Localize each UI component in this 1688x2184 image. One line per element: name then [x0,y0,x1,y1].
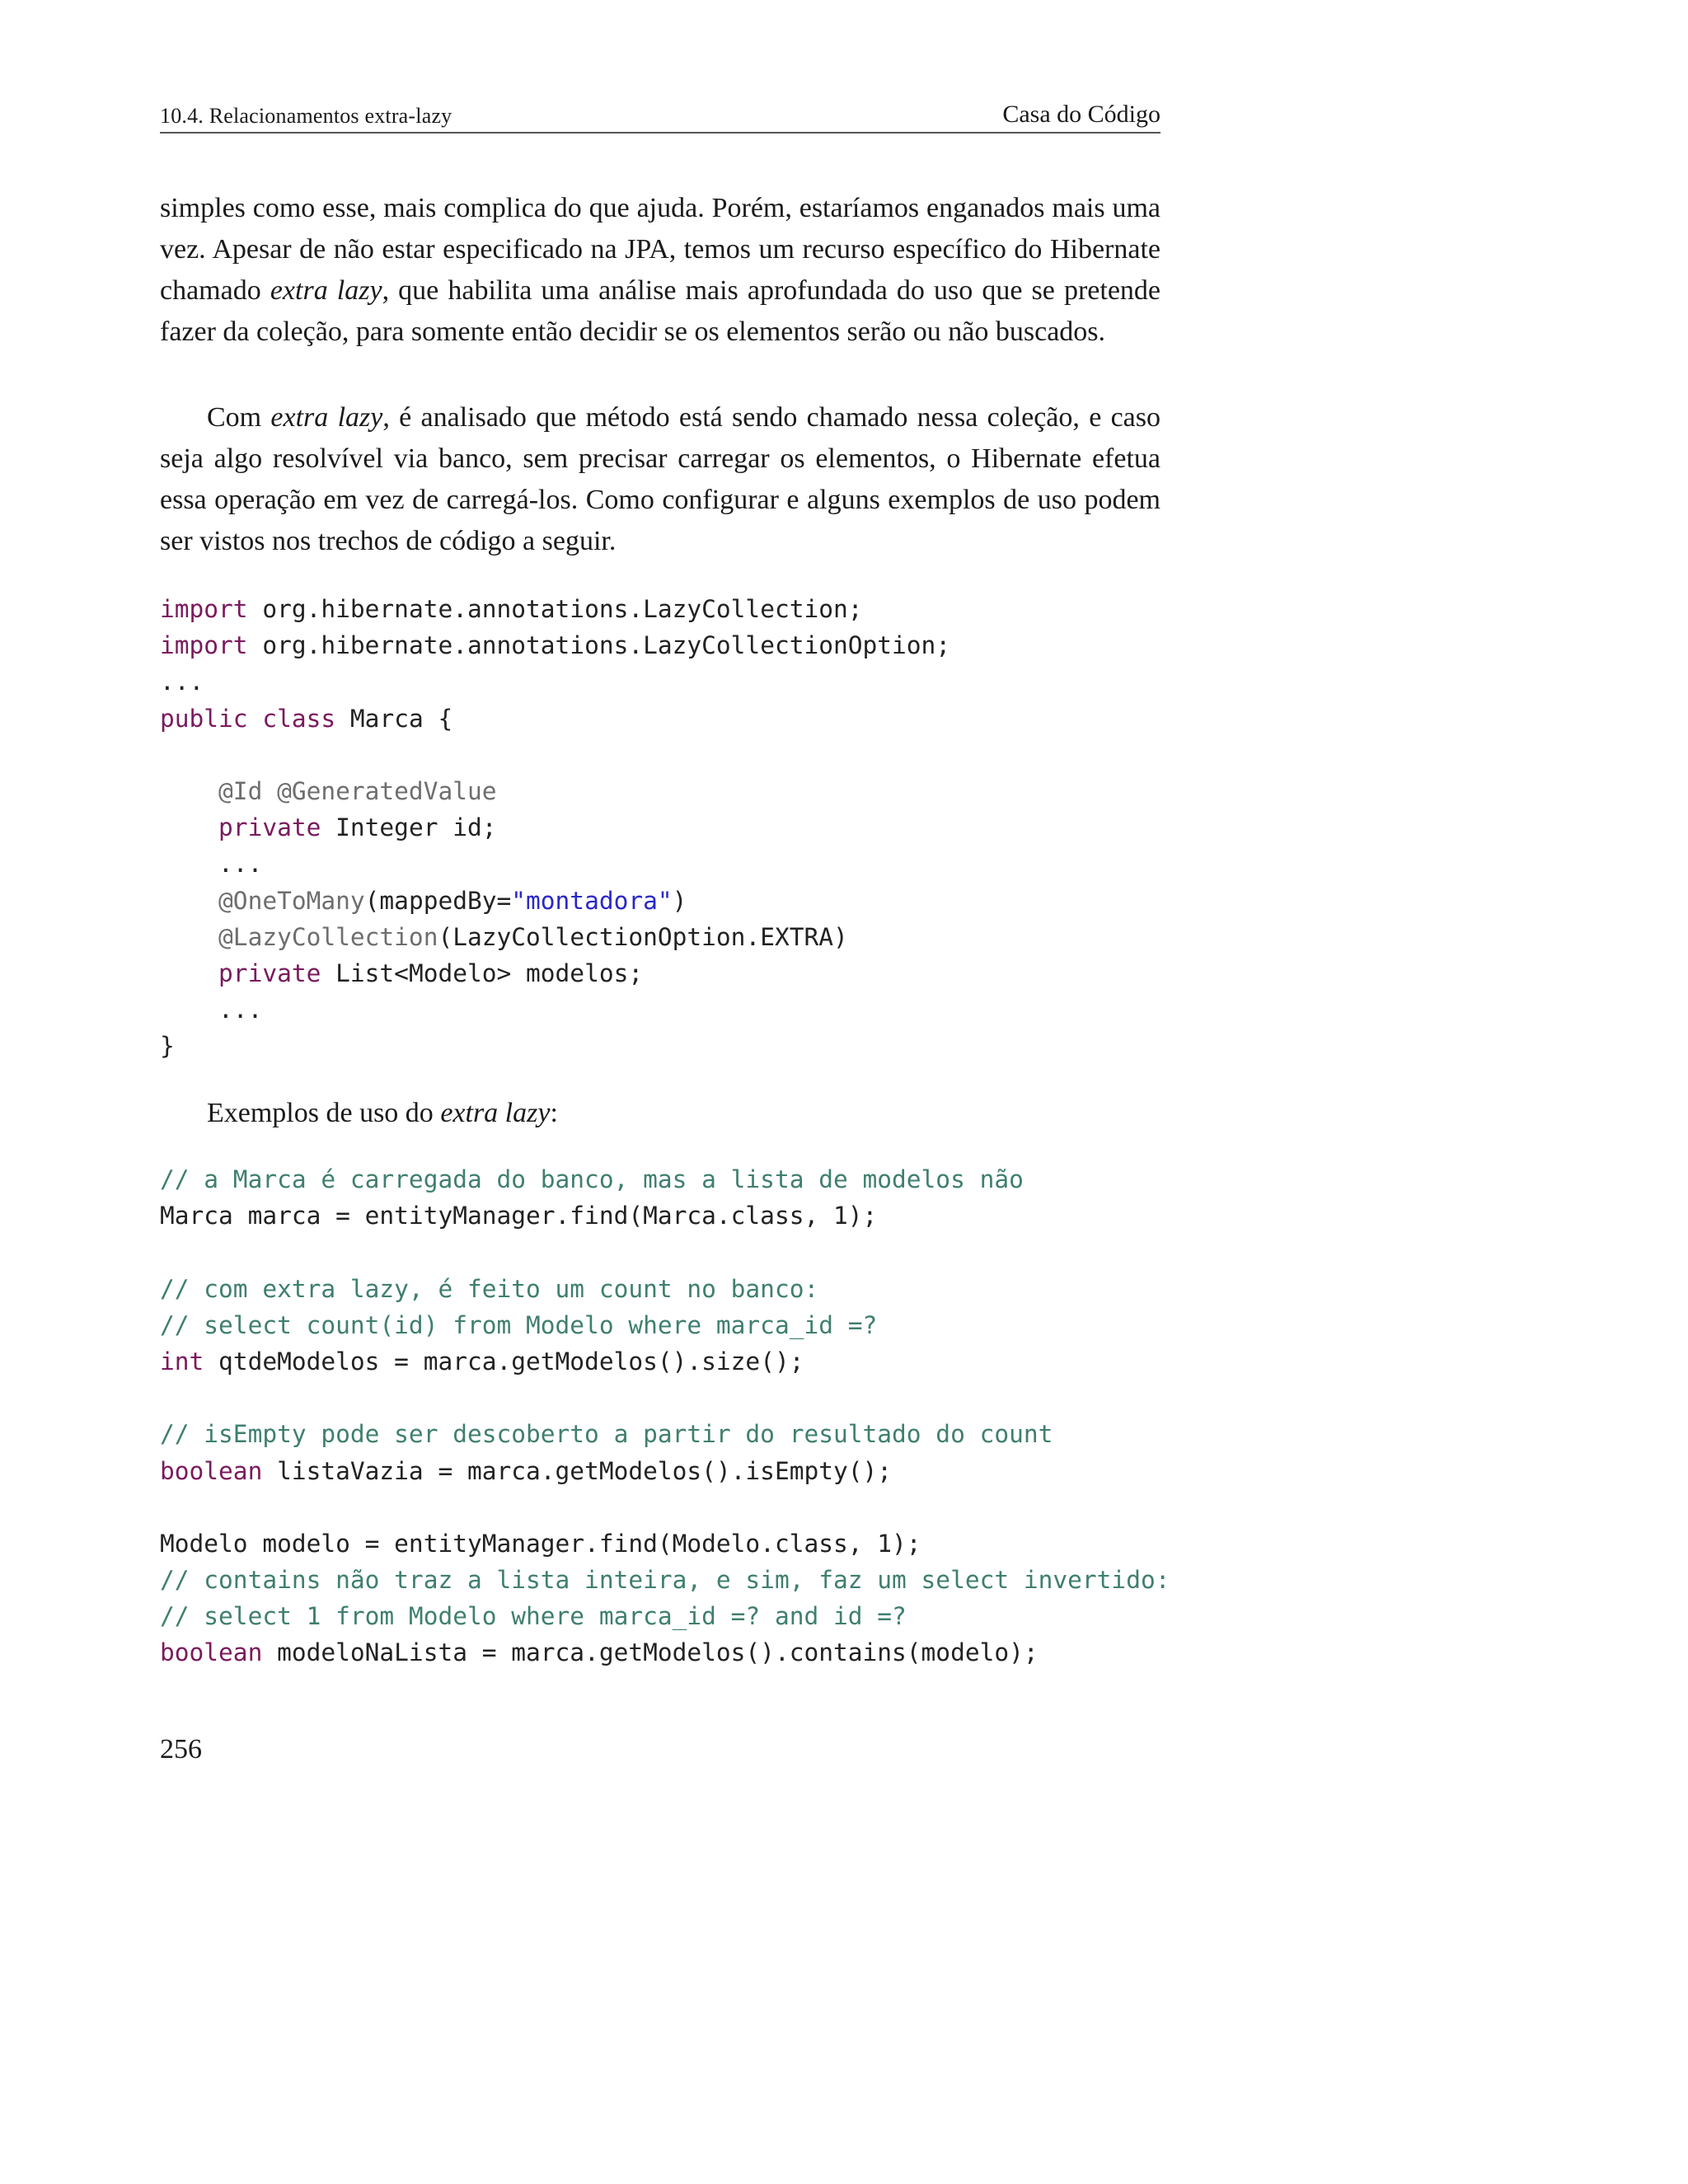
code-token: qtdeModelos = marca.getModelos().size(); [204,1347,804,1376]
paragraph-2-text-b: , é analisado que método está sendo chamado nessa coleção, e caso seja algo resolvível via banco, sem precisar carregar os elementos, o Hibernate efetua essa operação em vez de carregá-los. Como configurar e alguns exemplos de uso podem ser vistos nos trechos de código a seguir. [160,402,1160,556]
code-line [160,1307,1231,1343]
code-token: private [218,958,321,987]
code-line [160,1598,1231,1634]
code-line [160,883,1231,919]
code-token: } [160,1032,175,1061]
code-token [160,813,218,841]
code-token: ... [160,996,263,1024]
code-token: import [160,595,248,623]
code-line [160,955,1231,991]
code-token: ) [672,886,687,915]
publisher-name: Casa do Código [1002,101,1160,128]
code-token: // com extra lazy, é feito um count no banco: [160,1274,819,1303]
code-line [160,1234,1231,1270]
paragraph-3 [160,1093,1160,1134]
code-token: import [160,631,248,660]
code-line [160,1489,1231,1526]
code-line [160,1161,1231,1197]
code-line [160,1562,1231,1598]
code-token [160,923,218,951]
code-block-usage-examples [160,1161,1231,1671]
running-header [160,97,1160,134]
code-line [160,737,1231,773]
paragraph-2-emphasis: extra lazy [270,402,383,433]
code-token: Integer id; [321,813,497,842]
code-token: "montadora" [511,886,673,915]
code-line [160,919,1231,955]
code-token [160,777,218,805]
code-line [160,1271,1231,1307]
section-title: 10.4. Relacionamentos extra-lazy [160,104,452,128]
code-line [160,1453,1231,1489]
code-token: ... [160,850,263,879]
code-token: boolean [160,1456,263,1485]
code-line [160,591,1231,627]
code-token: org.hibernate.annotations.LazyCollectionOption; [247,631,951,660]
code-token: private [218,813,321,842]
code-token: @Id @GeneratedValue [218,776,497,805]
code-line [160,1028,1231,1064]
code-line [160,773,1231,809]
code-token: @LazyCollection [218,922,438,951]
code-token: Marca marca = entityManager.find(Marca.class, 1); [160,1202,878,1230]
code-token [160,887,218,915]
code-token: ... [160,668,204,696]
code-token: (mappedBy= [364,886,512,915]
paragraph-2 [160,397,1160,562]
code-token: // select 1 from Modelo where marca_id =? and id =? [160,1602,907,1631]
paragraph-1 [160,188,1160,353]
code-token: // select count(id) from Modelo where marca_id =? [160,1310,878,1339]
paragraph-1-emphasis: extra lazy [270,275,382,306]
code-line [160,809,1231,846]
code-line [160,663,1231,700]
paragraph-3-text-b: : [550,1098,558,1128]
code-block-marca-class [160,591,1231,1064]
code-token: modeloNaLista = marca.getModelos().contains(modelo); [262,1638,1039,1667]
code-token: (LazyCollectionOption.EXTRA) [438,922,848,951]
code-token: // a Marca é carregada do banco, mas a lista de modelos não [160,1165,1024,1193]
code-token: boolean [160,1638,263,1667]
code-token: listaVazia = marca.getModelos().isEmpty(); [262,1456,893,1485]
code-token: Modelo modelo = entityManager.find(Modelo.class, 1); [160,1529,921,1558]
page-number: 256 [160,1734,202,1765]
paragraph-1-text-a: simples como esse, mais complica do que ajuda. Porém, estaríamos enganados mais uma vez. Apesar de não estar especificado na JPA, temos um recurso específico do Hibernate chamado [160,193,1160,306]
code-line [160,1416,1231,1452]
code-line [160,701,1231,737]
code-token [248,705,263,733]
code-token: int [160,1347,204,1376]
code-line [160,1526,1231,1562]
code-token: List<Modelo> modelos; [321,958,644,987]
code-line [160,627,1231,663]
paragraph-3-text-a: Exemplos de uso do [207,1098,441,1128]
paragraph-2-text-a: Com [207,402,271,433]
code-line [160,846,1231,882]
code-line [160,1197,1231,1234]
code-line [160,1343,1231,1380]
paragraph-3-emphasis: extra lazy [440,1098,551,1128]
code-line [160,1380,1231,1416]
code-token: class [262,704,336,733]
code-token: @OneToMany [218,886,365,915]
code-line [160,1634,1231,1671]
code-token: Marca { [335,704,453,733]
code-token: public [160,704,248,733]
code-line [160,991,1231,1028]
paragraph-1-text-b: , que habilita uma análise mais aprofundada do uso que se pretende fazer da coleção, para somente então decidir se os elementos serão ou não buscados. [160,275,1160,347]
code-token: // contains não traz a lista inteira, e sim, faz um select invertido: [160,1566,1170,1595]
code-token: // isEmpty pode ser descoberto a partir do resultado do count [160,1420,1053,1449]
code-token [160,959,218,987]
code-token: org.hibernate.annotations.LazyCollection; [247,595,863,623]
